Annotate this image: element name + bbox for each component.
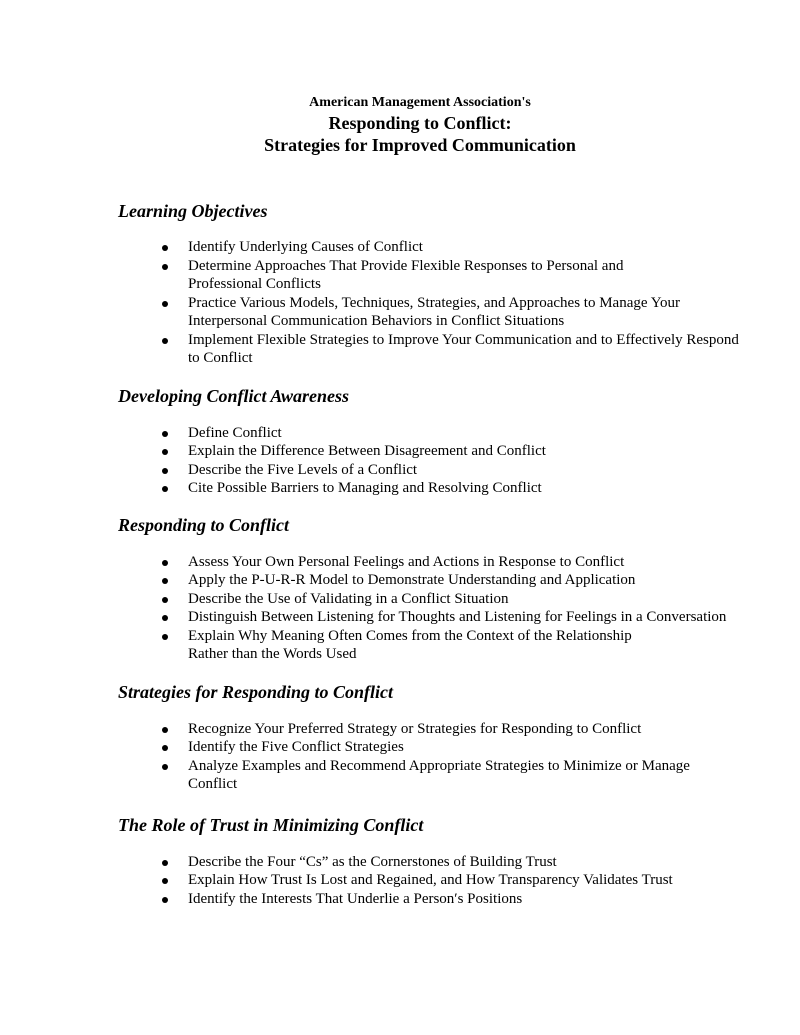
bullet-list — [118, 720, 740, 794]
list-item-text: Cite Possible Barriers to Managing and Resolving Conflict — [188, 480, 542, 496]
bullet-icon — [162, 431, 168, 437]
bullet-icon — [162, 597, 168, 603]
list-item-text: Recognize Your Preferred Strategy or Strategies for Responding to Conflict — [188, 720, 642, 737]
bullet-icon — [162, 578, 168, 584]
list-item-text: Describe the Use of Validating in a Conflict Situation — [188, 590, 509, 607]
list-item — [162, 720, 740, 739]
list-item-text: Identify the Five Conflict Strategies — [188, 739, 404, 755]
bullet-icon — [162, 449, 168, 455]
list-item — [162, 553, 740, 572]
list-item — [162, 442, 740, 461]
section-developing-conflict-awareness — [118, 385, 740, 498]
list-item-text: Describe the Five Levels of a Conflict — [188, 461, 418, 478]
list-item-text: Determine Approaches That Provide Flexible Responses to Personal and Professional Conflicts — [188, 257, 624, 292]
list-item — [162, 331, 740, 368]
section-heading: The Role of Trust in Minimizing Conflict — [118, 814, 424, 835]
organization-name: American Management Association's — [309, 95, 531, 110]
list-item — [162, 424, 740, 443]
bullet-icon — [162, 764, 168, 770]
section-learning-objectives — [118, 200, 740, 368]
section-strategies-for-responding — [118, 681, 740, 794]
list-item — [162, 571, 740, 590]
list-item-text: Explain Why Meaning Often Comes from the Context of the Relationship Rather than the Words Used — [188, 627, 632, 662]
list-item-text: Identify the Interests That Underlie a Person′s Positions — [188, 890, 523, 907]
bullet-list — [118, 238, 740, 368]
bullet-icon — [162, 615, 168, 621]
list-item — [162, 890, 740, 909]
list-item-text: Describe the Four “Cs” as the Cornerstones of Building Trust — [188, 853, 557, 870]
bullet-icon — [162, 634, 168, 640]
bullet-list — [118, 424, 740, 498]
document-title: Responding to Conflict: — [328, 113, 512, 133]
list-item-text: Distinguish Between Listening for Thoughts and Listening for Feelings in a Conversation — [188, 609, 727, 625]
bullet-icon — [162, 486, 168, 492]
bullet-icon — [162, 264, 168, 270]
section-heading: Learning Objectives — [118, 201, 268, 221]
bullet-list — [118, 853, 740, 909]
list-item-text: Identify Underlying Causes of Conflict — [188, 239, 423, 255]
list-item-text: Explain the Difference Between Disagreement and Conflict — [188, 443, 546, 459]
bullet-icon — [162, 727, 168, 733]
list-item — [162, 238, 740, 257]
list-item — [162, 257, 740, 294]
section-role-of-trust — [118, 814, 740, 909]
list-item — [162, 608, 740, 627]
bullet-icon — [162, 301, 168, 307]
list-item — [162, 757, 740, 794]
list-item-text: Implement Flexible Strategies to Improve Your Communication and to Effectively Respond to Conflict — [188, 331, 739, 366]
section-heading: Strategies for Responding to Conflict — [118, 681, 394, 702]
list-item — [162, 627, 740, 664]
document-header — [0, 94, 800, 156]
list-item-text: Analyze Examples and Recommend Appropriate Strategies to Minimize or Manage Conflict — [188, 757, 690, 792]
section-responding-to-conflict — [118, 514, 740, 664]
list-item — [162, 853, 740, 872]
bullet-icon — [162, 560, 168, 566]
bullet-icon — [162, 860, 168, 866]
list-item-text: Practice Various Models, Techniques, Strategies, and Approaches to Manage Your Interpersonal Communication Behaviors in Conflict Situations — [188, 294, 681, 329]
list-item-text: Assess Your Own Personal Feelings and Actions in Response to Conflict — [188, 553, 625, 570]
bullet-icon — [162, 468, 168, 474]
bullet-icon — [162, 245, 168, 251]
list-item — [162, 294, 740, 331]
bullet-list — [118, 553, 740, 664]
bullet-icon — [162, 878, 168, 884]
bullet-icon — [162, 897, 168, 903]
list-item-text: Define Conflict — [188, 424, 282, 441]
list-item — [162, 590, 740, 609]
list-item — [162, 479, 740, 498]
list-item-text: Apply the P-U-R-R Model to Demonstrate Understanding and Application — [188, 572, 636, 588]
list-item — [162, 871, 740, 890]
list-item — [162, 461, 740, 480]
list-item-text: Explain How Trust Is Lost and Regained, and How Transparency Validates Trust — [188, 872, 673, 888]
section-heading: Developing Conflict Awareness — [118, 385, 349, 406]
section-heading: Responding to Conflict — [118, 514, 290, 535]
bullet-icon — [162, 745, 168, 751]
document-subtitle: Strategies for Improved Communication — [264, 135, 576, 155]
list-item — [162, 738, 740, 757]
bullet-icon — [162, 338, 168, 344]
